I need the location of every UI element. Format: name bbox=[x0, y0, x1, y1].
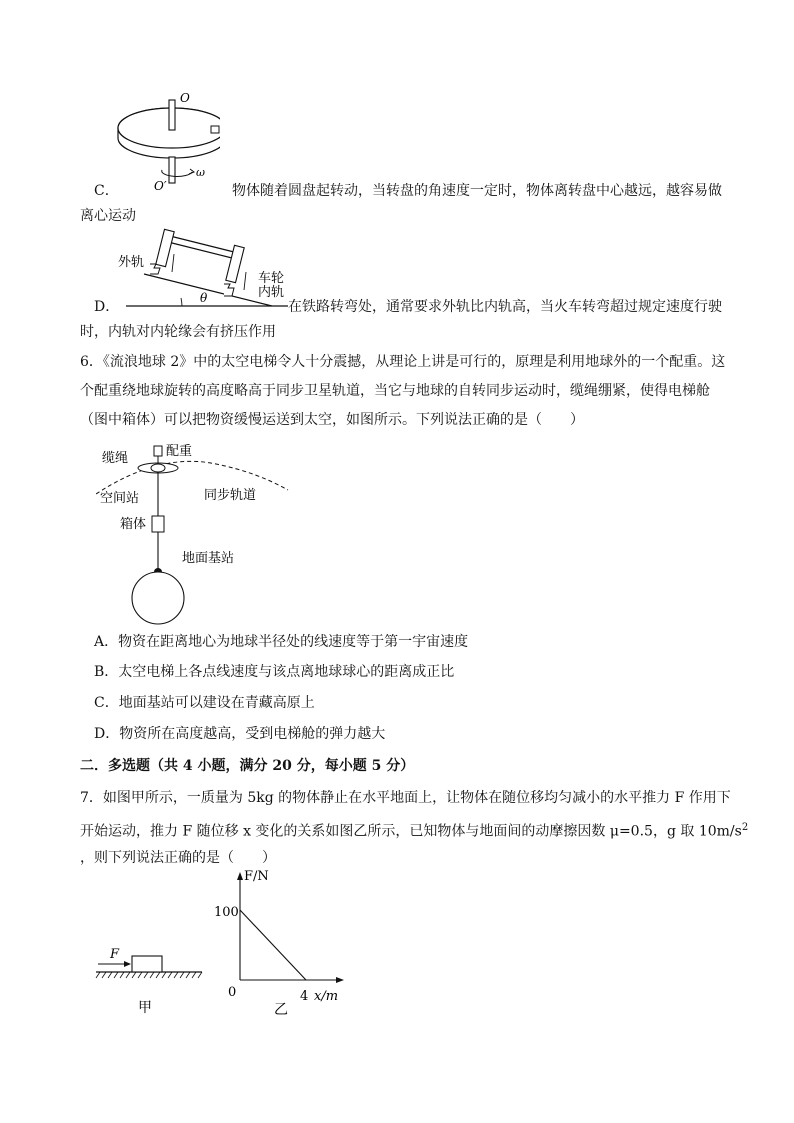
q6-option-c: C．地面基站可以建设在青藏高原上 bbox=[94, 695, 315, 711]
q7-stem-line2 bbox=[80, 817, 748, 843]
q5-option-c-letter: C． bbox=[94, 183, 119, 199]
outer-rail-label: 外轨 bbox=[118, 255, 145, 270]
q7-superscript: 2 bbox=[741, 822, 749, 833]
y-axis-label: F/N bbox=[244, 869, 269, 884]
rotating-disc-figure bbox=[110, 88, 220, 198]
x-axis-label: x/m bbox=[314, 989, 339, 1004]
q7-stem-line3: ，则下列说法正确的是（ ） bbox=[80, 850, 276, 866]
sync-orbit-label: 同步轨道 bbox=[204, 488, 257, 503]
q6-option-a: A．物资在距离地心为地球半径处的线速度等于第一宇宙速度 bbox=[94, 634, 469, 650]
point-o-label: O bbox=[180, 91, 190, 105]
q5-option-d-text-cont: 时，内轨对内轮缘会有挤压作用 bbox=[80, 324, 276, 340]
figure-jia-caption: 甲 bbox=[138, 1000, 152, 1016]
q7-stem-line1: 7．如图甲所示，一质量为 5kg 的物体静止在水平地面上，让物体在随位移均匀减小的水平推力 F 作用下 bbox=[80, 790, 731, 806]
x-tick-label: 4 bbox=[300, 989, 309, 1004]
q5-option-d-text: 在铁路转弯处，通常要求外轨比内轨高，当火车转弯超过规定速度行驶 bbox=[288, 299, 722, 315]
block-on-floor-figure bbox=[92, 940, 204, 1020]
force-displacement-chart bbox=[212, 868, 362, 1018]
theta-label: θ bbox=[200, 291, 208, 305]
q6-option-d: D．物资所在高度越高，受到电梯舱的弹力越大 bbox=[94, 726, 386, 742]
origin-label: 0 bbox=[228, 985, 237, 1000]
force-f-label: F bbox=[110, 947, 120, 962]
q6-stem-line2: 个配重绕地球旋转的高度略高于同步卫星轨道，当它与地球的自转同步运动时，缆绳绷紧，使得电梯舱 bbox=[80, 383, 710, 399]
space-station-label: 空间站 bbox=[100, 491, 140, 506]
inner-rail-label: 内轨 bbox=[258, 285, 285, 300]
box-label: 箱体 bbox=[120, 517, 147, 532]
q5-option-c-text-cont: 离心运动 bbox=[80, 208, 136, 224]
q5-option-c-text: 物体随着圆盘起转动，当转盘的角速度一定时，物体离转盘中心越远，越容易做 bbox=[232, 183, 722, 199]
omega-label: ω bbox=[196, 166, 205, 179]
q6-stem-line3: （图中箱体）可以把物资缓慢运送到太空，如图所示。下列说法正确的是（ ） bbox=[80, 412, 584, 428]
y-tick-label: 100 bbox=[214, 905, 239, 920]
space-elevator-figure bbox=[96, 438, 296, 626]
q6-option-b: B．太空电梯上各点线速度与该点离地球球心的距离成正比 bbox=[94, 664, 455, 680]
y-axis-arrow bbox=[237, 872, 243, 880]
force-line bbox=[240, 910, 306, 980]
point-o-prime-label: O′ bbox=[154, 179, 167, 193]
q5-option-d-letter: D． bbox=[94, 299, 120, 315]
cable-label: 缆绳 bbox=[102, 451, 129, 466]
figure-yi-caption: 乙 bbox=[274, 1002, 288, 1018]
ground-station-label: 地面基站 bbox=[182, 551, 235, 566]
q7-stem-line2-text: 开始运动，推力 F 随位移 x 变化的关系如图乙所示，已知物体与地面间的动摩擦因数 μ=0.5，g 取 10m/s bbox=[80, 823, 742, 840]
x-axis-arrow bbox=[336, 977, 344, 983]
q6-stem-line1: 6．《流浪地球 2》中的太空电梯令人十分震撼，从理论上讲是可行的，原理是利用地球外的一个配重。这 bbox=[80, 354, 726, 370]
rail-banking-figure bbox=[112, 226, 292, 310]
counterweight-label: 配重 bbox=[166, 444, 193, 459]
wheel-label: 车轮 bbox=[258, 271, 285, 286]
section-heading-multiple-choice: 二．多选题（共 4 小题，满分 20 分，每小题 5 分） bbox=[80, 758, 415, 774]
